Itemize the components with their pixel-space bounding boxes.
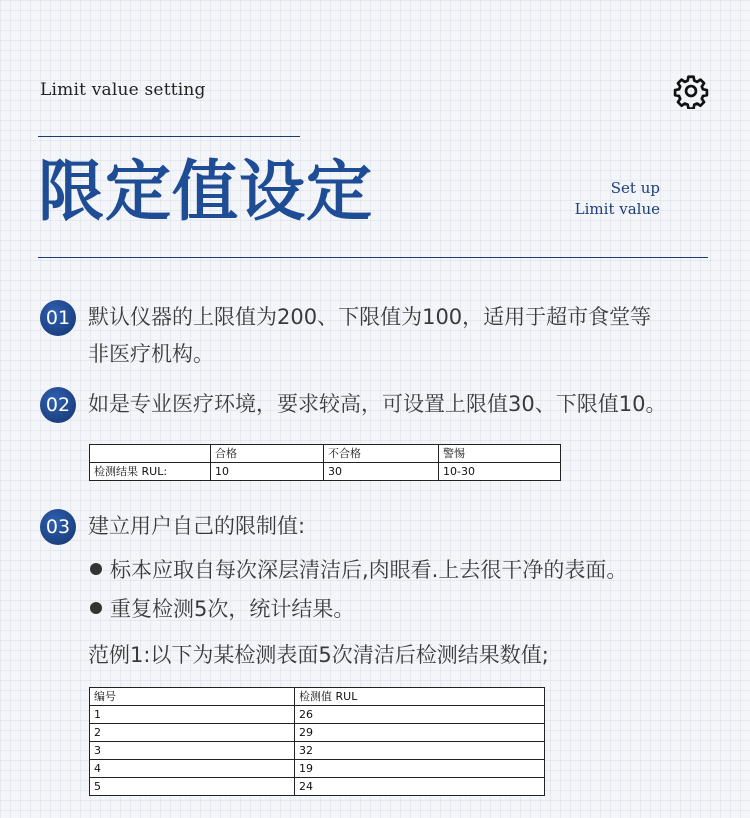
table-row xyxy=(90,724,545,742)
bullet-dot-icon xyxy=(90,602,102,614)
page-title: 限定值设定 xyxy=(38,152,373,230)
section-kicker: Limit value setting xyxy=(40,80,206,100)
table-cell: 29 xyxy=(295,724,545,742)
table-cell: 警惕 xyxy=(439,445,561,463)
table-cell: 合格 xyxy=(211,445,324,463)
side-label-line2: Limit value xyxy=(574,200,660,218)
divider-short xyxy=(38,136,300,137)
table-cell: 19 xyxy=(295,760,545,778)
limit-table xyxy=(89,444,561,481)
table-cell: 不合格 xyxy=(324,445,439,463)
side-label-line1: Set up xyxy=(610,179,660,197)
table-cell: 编号 xyxy=(90,688,295,706)
gear-icon[interactable] xyxy=(673,73,709,109)
table-cell: 26 xyxy=(295,706,545,724)
item-number-badge: 01 xyxy=(40,300,76,336)
table-row xyxy=(90,742,545,760)
table-row xyxy=(90,760,545,778)
item-text: 建立用户自己的限制值: xyxy=(88,514,306,538)
table-cell: 1 xyxy=(90,706,295,724)
table-cell: 3 xyxy=(90,742,295,760)
bullet-item xyxy=(90,555,627,585)
table-cell: 检测结果 RUL: xyxy=(90,463,211,481)
table-cell: 30 xyxy=(324,463,439,481)
table-row xyxy=(90,463,561,481)
table-row xyxy=(90,778,545,796)
bullet-text: 重复检测5次，统计结果。 xyxy=(110,597,355,621)
example-table xyxy=(89,687,545,796)
table-cell: 2 xyxy=(90,724,295,742)
table-cell xyxy=(90,445,211,463)
bullet-dot-icon xyxy=(90,563,102,575)
item-number-badge: 02 xyxy=(40,387,76,423)
table-cell: 10-30 xyxy=(439,463,561,481)
example-caption: 范例1:以下为某检测表面5次清洁后检测结果数值; xyxy=(88,643,549,667)
item-text-line: 非医疗机构。 xyxy=(88,342,214,366)
table-header-row xyxy=(90,445,561,463)
table-header-row xyxy=(90,688,545,706)
divider-long xyxy=(38,257,708,258)
item-text-line: 默认仪器的上限值为200、下限值为100，适用于超市食堂等 xyxy=(88,305,652,329)
table-cell: 24 xyxy=(295,778,545,796)
item-number-badge: 03 xyxy=(40,509,76,545)
bullet-text: 标本应取自每次深层清洁后,肉眼看.上去很干净的表面。 xyxy=(110,558,628,582)
table-row xyxy=(90,706,545,724)
item-text: 如是专业医疗环境，要求较高，可设置上限值30、下限值10。 xyxy=(88,392,667,416)
bullet-item xyxy=(90,594,354,624)
table-cell: 5 xyxy=(90,778,295,796)
table-cell: 检测值 RUL xyxy=(295,688,545,706)
item-text xyxy=(88,299,651,373)
table-cell: 10 xyxy=(211,463,324,481)
table-cell: 32 xyxy=(295,742,545,760)
table-cell: 4 xyxy=(90,760,295,778)
side-label xyxy=(575,178,660,220)
